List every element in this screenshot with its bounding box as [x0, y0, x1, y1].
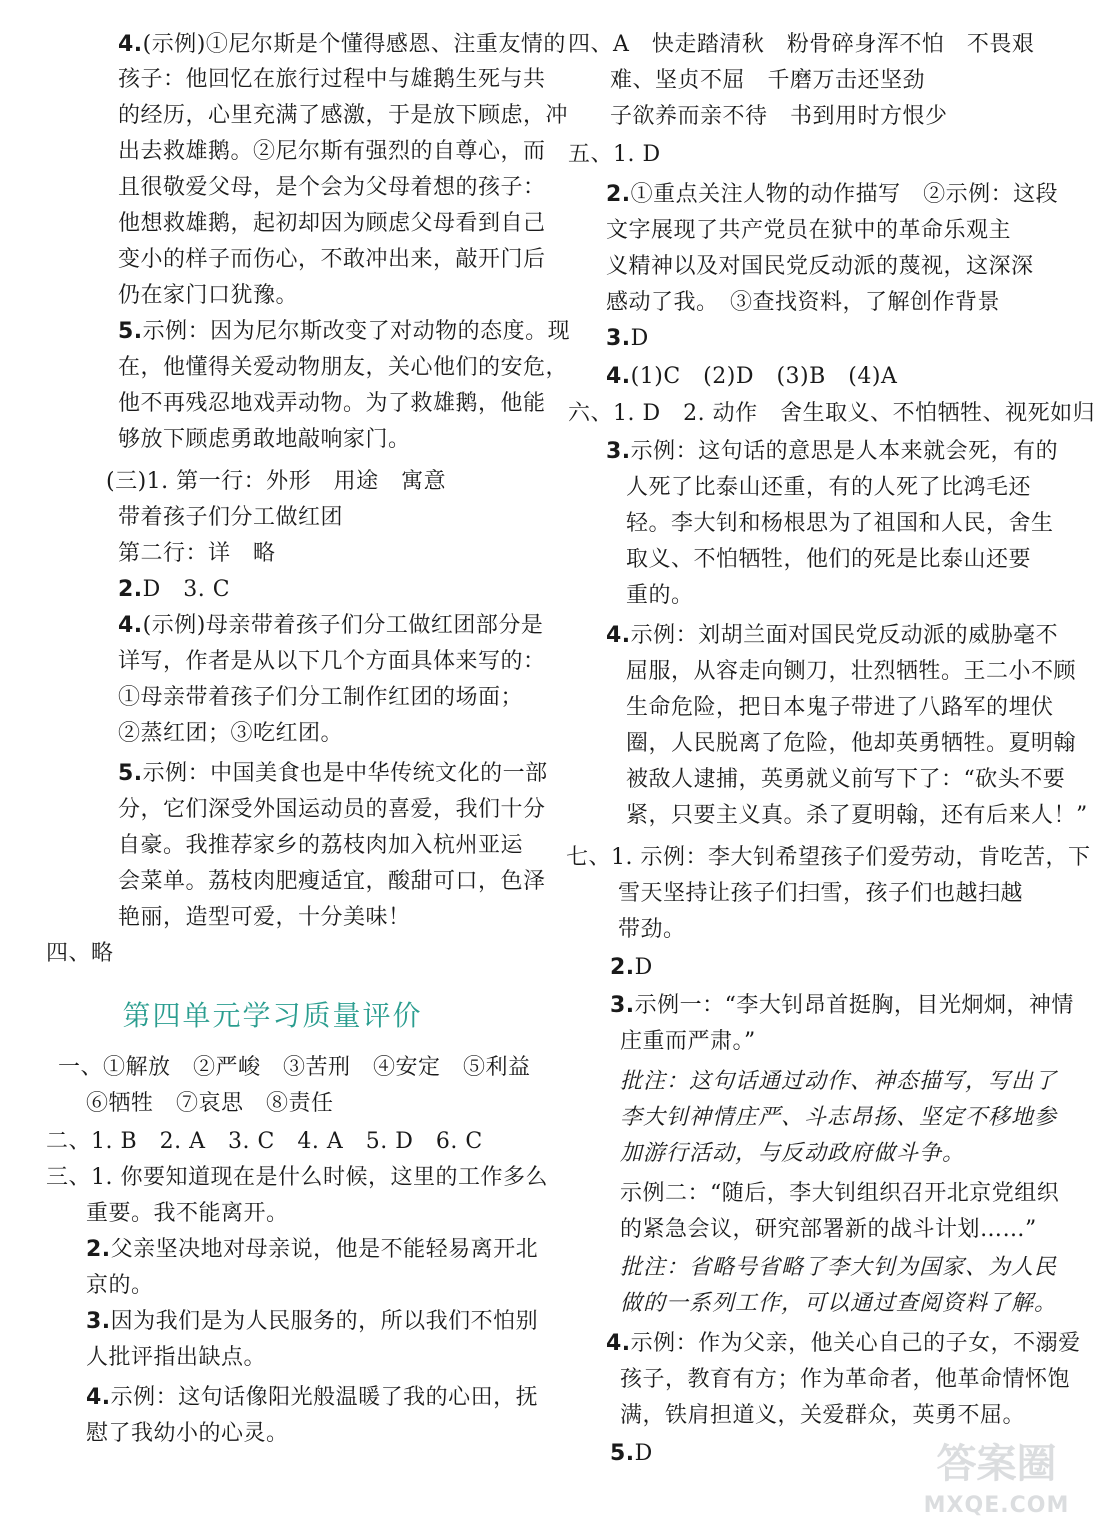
answer-line [86, 1307, 538, 1337]
answer-text: D [630, 326, 649, 351]
answer-text: 被敌人逮捕，英勇就义前写下了：“砍头不要 [626, 767, 1066, 792]
answer-text: 重要。我不能离开。 [86, 1201, 289, 1226]
question-number: 4. [606, 623, 631, 648]
answer-text: 六、1. D 2. 动作 舍生取义、不怕牺牲、视死如归 [568, 401, 1096, 426]
answer-text: 五、1. D [568, 142, 661, 167]
answer-line [118, 647, 546, 677]
answer-line [118, 30, 566, 60]
answer-text: 三、1. 你要知道现在是什么时候，这里的工作多么 [46, 1165, 548, 1190]
answer-text: 二、1. B 2. A 3. C 4. A 5. D 6. C [46, 1129, 483, 1154]
answer-line [620, 1365, 1070, 1395]
answer-line [118, 65, 546, 95]
answer-text: 他想救雄鹅，起初却因为顾虑父母看到自己 [118, 211, 546, 236]
answer-line [606, 324, 649, 354]
answer-text: 示例：因为尼尔斯改变了对动物的态度。现 [142, 319, 571, 344]
answer-text: 在，他懂得关爱动物朋友，关心他们的安危， [118, 355, 569, 380]
answer-line [610, 953, 653, 983]
answer-line [610, 66, 925, 96]
answer-text: 慰了我幼小的心灵。 [86, 1421, 289, 1446]
answer-line [626, 801, 1088, 831]
answer-text: 且很敬爱父母，是个会为父母着想的孩子： [118, 175, 546, 200]
answer-line [118, 503, 343, 533]
answer-line [118, 209, 546, 239]
answer-line [618, 879, 1023, 909]
answer-line [610, 1439, 653, 1469]
answer-text: 雪天坚持让孩子们扫雪，孩子们也越扫越 [618, 881, 1024, 906]
answer-text: (示例)母亲带着孩子们分工做红团部分是 [142, 613, 544, 638]
answer-line [118, 317, 570, 347]
answer-line [86, 1199, 289, 1229]
answer-line [606, 1329, 1081, 1359]
answer-text: 的紧急会议，研究部署新的战斗计划……” [620, 1217, 1037, 1242]
answer-line [626, 545, 1031, 575]
answer-text: 他不再残忍地戏弄动物。为了救雄鹅，他能 [118, 391, 546, 416]
answer-text: 孩子：他回忆在旅行过程中与雄鹅生死与共 [118, 67, 546, 92]
answer-line [106, 467, 446, 497]
answer-line [626, 765, 1065, 795]
answer-text: 七、1. 示例：李大钊希望孩子们爱劳动，肯吃苦，下 [566, 845, 1091, 870]
answer-text: 庄重而严肃。” [620, 1029, 756, 1054]
answer-line [86, 1235, 538, 1265]
answer-text: 子欲养而亲不待 书到用时方恨少 [610, 104, 948, 129]
watermark-logo [909, 1440, 1084, 1524]
question-number: 5. [118, 319, 143, 344]
answer-line [620, 1253, 1057, 1283]
answer-text: 文字展现了共产党员在狱中的革命乐观主 [606, 218, 1012, 243]
answer-text: 圈，人民脱离了危险，他却英勇牺牲。夏明翰 [626, 731, 1077, 756]
answer-text: 紧，只要主义真。杀了夏明翰，还有后来人！” [626, 803, 1088, 828]
question-number: 3. [610, 993, 635, 1018]
answer-text: D 3. C [142, 577, 231, 602]
answer-text: (三)1. 第一行：外形 用途 寓意 [106, 469, 447, 494]
answer-text: 做的一系列工作，可以通过查阅资料了解。 [620, 1291, 1058, 1316]
answer-line [626, 509, 1054, 539]
answer-line [606, 288, 1000, 318]
answer-line [118, 795, 546, 825]
answer-text: ①母亲带着孩子们分工制作红团的场面； [118, 685, 524, 710]
answer-line [86, 1419, 289, 1449]
answer-line [86, 1271, 154, 1301]
answer-text: 示例一：“李大钊昂首挺胸，目光炯炯，神情 [634, 993, 1074, 1018]
answer-line [118, 867, 546, 897]
watermark-text: 答案圈 [936, 1441, 1057, 1487]
answer-line [606, 437, 1058, 467]
answer-line [618, 915, 686, 945]
watermark-url: MXQE.COM [923, 1493, 1070, 1518]
answer-line [626, 473, 1031, 503]
answer-line [568, 399, 1095, 429]
answer-text: 一、①解放 ②严峻 ③苦刑 ④安定 ⑤利益 [58, 1055, 531, 1080]
answer-line [118, 137, 546, 167]
answer-line [620, 1027, 756, 1057]
answer-text: 够放下顾虑勇敢地敲响家门。 [118, 427, 411, 452]
question-number: 4. [118, 613, 143, 638]
answer-text: 仍在家门口犹豫。 [118, 283, 299, 308]
answer-text: 带着孩子们分工做红团 [118, 505, 344, 530]
answer-line [58, 1053, 531, 1083]
question-number: 2. [606, 182, 631, 207]
answer-text: 义精神以及对国民党反动派的蔑视，这深深 [606, 254, 1034, 279]
answer-text: 屈服，从容走向铡刀，壮烈牺牲。王二小不顾 [626, 659, 1077, 684]
question-number: 4. [118, 32, 143, 57]
answer-line [118, 575, 230, 605]
answer-text: 四、A 快走踏清秋 粉骨碎身浑不怕 不畏艰 [568, 32, 1035, 57]
answer-line [86, 1383, 538, 1413]
answer-line [118, 539, 276, 569]
answer-line [86, 1089, 334, 1119]
answer-line [86, 1343, 266, 1373]
answer-text: 取义、不怕牺牲，他们的死是比泰山还要 [626, 547, 1032, 572]
answer-text: 京的。 [86, 1273, 154, 1298]
answer-text: 示例：作为父亲，他关心自己的子女，不溺爱 [630, 1331, 1081, 1356]
answer-text: 生命危险，把日本鬼子带进了八路军的埋伏 [626, 695, 1054, 720]
answer-line [118, 281, 298, 311]
answer-line [626, 657, 1076, 687]
answer-line [606, 216, 1011, 246]
answer-line [118, 425, 411, 455]
answer-text: 分，它们深受外国运动员的喜爱，我们十分 [118, 797, 546, 822]
answer-line [620, 1067, 1057, 1097]
answer-line [610, 991, 1074, 1021]
answer-text: 感动了我。 ③查找资料，了解创作背景 [606, 290, 1001, 315]
answer-text: 示例：这句话像阳光般温暖了我的心田，抚 [110, 1385, 539, 1410]
answer-text: 示例：刘胡兰面对国民党反动派的威胁毫不 [630, 623, 1059, 648]
question-number: 2. [610, 955, 635, 980]
answer-text: 批注：这句话通过动作、神态描写，写出了 [620, 1069, 1058, 1094]
answer-line [46, 939, 114, 969]
answer-line [118, 759, 548, 789]
answer-line [46, 1163, 548, 1193]
answer-line [620, 1289, 1057, 1319]
answer-line [620, 1401, 1025, 1431]
answer-line [568, 140, 661, 170]
answer-text: 重的。 [626, 583, 694, 608]
question-number: 5. [610, 1441, 635, 1466]
answer-text: 难、坚贞不屈 千磨万击还坚劲 [610, 68, 926, 93]
answer-text: 第二行：详 略 [118, 541, 276, 566]
answer-text: ①重点关注人物的动作描写 ②示例：这段 [630, 182, 1059, 207]
question-number: 5. [118, 761, 143, 786]
answer-text: 出去救雄鹅。②尼尔斯有强烈的自尊心，而 [118, 139, 546, 164]
answer-line [566, 843, 1091, 873]
answer-line [606, 180, 1058, 210]
answer-text: (示例)①尼尔斯是个懂得感恩、注重友情的 [142, 32, 566, 57]
answer-text: ②蒸红团；③吃红团。 [118, 721, 344, 746]
answer-text: 详写，作者是从以下几个方面具体来写的： [118, 649, 546, 674]
answer-text: 人批评指出缺点。 [86, 1345, 267, 1370]
question-number: 3. [606, 326, 631, 351]
answer-text: (1)C (2)D (3)B (4)A [630, 364, 898, 389]
answer-line [620, 1179, 1059, 1209]
answer-text: 人死了比泰山还重，有的人死了比鸿毛还 [626, 475, 1032, 500]
answer-line [118, 719, 343, 749]
answer-line [118, 683, 523, 713]
answer-line [118, 903, 411, 933]
answer-line [626, 729, 1076, 759]
answer-text: 加游行活动，与反动政府做斗争。 [620, 1141, 966, 1166]
answer-line [606, 362, 897, 392]
answer-line [46, 1127, 483, 1157]
question-number: 3. [606, 439, 631, 464]
answer-text: 批注：省略号省略了李大钊为国家、为人民 [620, 1255, 1058, 1280]
question-number: 2. [118, 577, 143, 602]
answer-line [606, 621, 1058, 651]
answer-text: 自豪。我推荐家乡的荔枝肉加入杭州亚运 [118, 833, 524, 858]
answer-text: 四、略 [46, 941, 114, 966]
answer-text: 轻。李大钊和杨根思为了祖国和人民，舍生 [626, 511, 1054, 536]
answer-line [626, 693, 1054, 723]
answer-line [606, 252, 1034, 282]
answer-text: 变小的样子而伤心，不敢冲出来，敲开门后 [118, 247, 546, 272]
answer-text: 的经历，心里充满了感激，于是放下顾虑，冲 [118, 103, 569, 128]
answer-line [118, 353, 568, 383]
answer-line [610, 102, 948, 132]
answer-text: 艳丽，造型可爱，十分美味！ [118, 905, 411, 930]
answer-line [118, 611, 543, 641]
answer-text: 示例二：“随后，李大钊组织召开北京党组织 [620, 1181, 1060, 1206]
answer-line [568, 30, 1034, 60]
unit-title: 第四单元学习质量评价 [122, 999, 423, 1032]
answer-text: 示例：中国美食也是中华传统文化的一部 [142, 761, 548, 786]
answer-text: 示例：这句话的意思是人本来就会死，有的 [630, 439, 1059, 464]
answer-line [620, 1139, 965, 1169]
answer-text: ⑥牺牲 ⑦哀思 ⑧责任 [86, 1091, 334, 1116]
question-number: 4. [606, 1331, 631, 1356]
question-number: 3. [86, 1309, 111, 1334]
answer-text: 父亲坚决地对母亲说，他是不能轻易离开北 [110, 1237, 539, 1262]
question-number: 2. [86, 1237, 111, 1262]
answer-line [118, 245, 546, 275]
question-number: 4. [86, 1385, 111, 1410]
answer-text: D [634, 955, 653, 980]
answer-text: 因为我们是为人民服务的，所以我们不怕别 [110, 1309, 539, 1334]
answer-text: 满，铁肩担道义，关爱群众，英勇不屈。 [620, 1403, 1026, 1428]
answer-text: 会菜单。荔枝肉肥瘦适宜，酸甜可口，色泽 [118, 869, 546, 894]
answer-line [626, 581, 694, 611]
answer-line [118, 101, 568, 131]
answer-text: 带劲。 [618, 917, 686, 942]
answer-text: 孩子，教育有方；作为革命者，他革命情怀饱 [620, 1367, 1071, 1392]
answer-line [620, 1103, 1057, 1133]
answer-line [118, 831, 523, 861]
answer-line [620, 1215, 1037, 1245]
answer-text: 李大钊神情庄严、斗志昂扬、坚定不移地参 [620, 1105, 1058, 1130]
question-number: 4. [606, 364, 631, 389]
answer-line [118, 389, 546, 419]
answer-line [118, 173, 546, 203]
answer-text: D [634, 1441, 653, 1466]
